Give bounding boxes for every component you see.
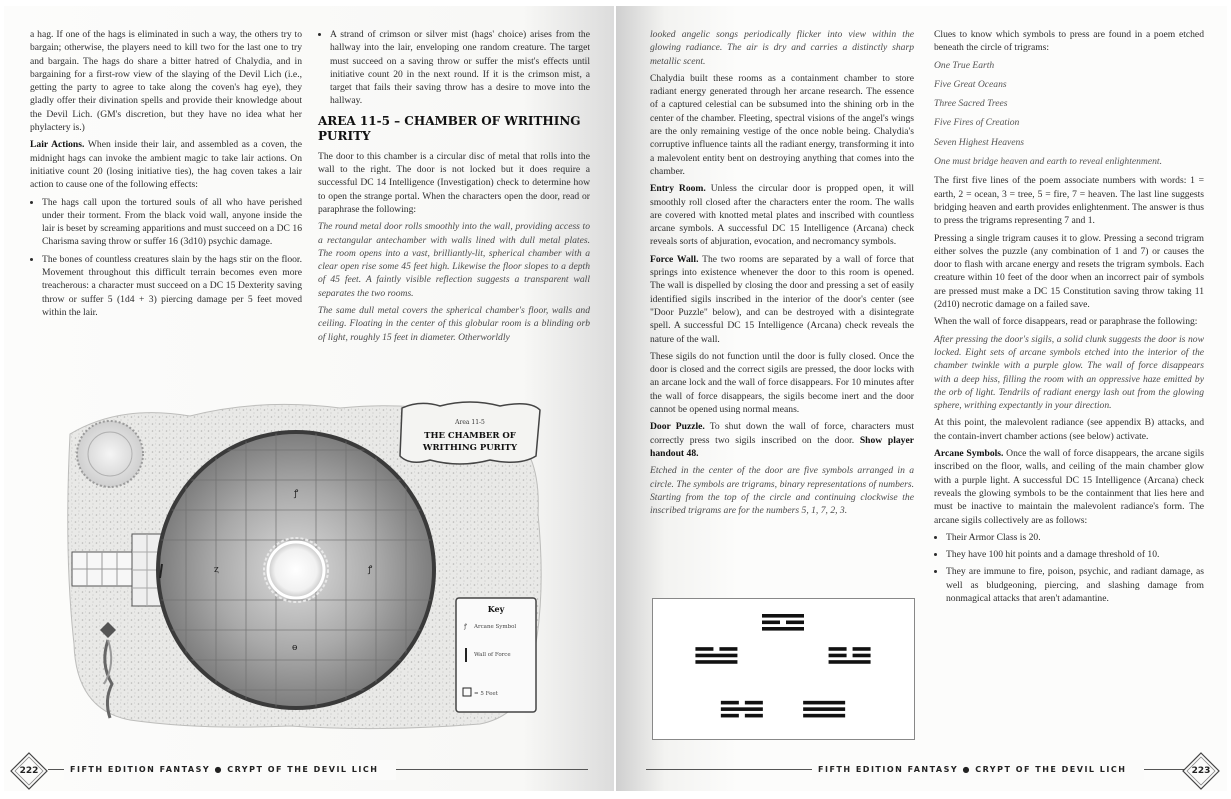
read-aloud-text: looked angelic songs periodically flicker into view within the glowing radiance. The air is dry and carries a distinctly sharp metallic scent. bbox=[650, 29, 914, 67]
trigram-solid-line bbox=[803, 707, 845, 711]
light-orb bbox=[268, 542, 324, 598]
paragraph: Force Wall. The two rooms are separated by a wall of force that springs into existence whenever the door to this room is opened. The wall is dispelled by closing the door and pressing a set of easily identified sigils inscribed in the interior of the door's center (see "Door Puzzle" below), and can be destroyed with a disintegrate spell. A successful DC 15 Intelligence (Arcana) check reveals the nature of the wall. bbox=[650, 253, 914, 345]
door-puzzle-label: Door Puzzle. bbox=[650, 421, 705, 433]
trigram-solid-line bbox=[803, 701, 845, 705]
list-item: • The bones of countless creatures slain by the hags stir on the floor. Movement throughout this difficult terrain becomes even more treacherous: a character must succeed on a DC 15 Dexterity saving throw or suffer 5 (1d4 + 3) piercing damage per 5 feet moved within the lair. bbox=[42, 253, 302, 319]
entry-room-label: Entry Room. bbox=[650, 183, 706, 195]
trigram-symbol bbox=[762, 614, 804, 631]
trigram-handout bbox=[652, 598, 915, 740]
lair-actions-list-cont bbox=[318, 28, 590, 108]
handout-callout: Show player handout 48. bbox=[650, 434, 914, 459]
trigram-broken-line bbox=[786, 621, 804, 625]
trigram-broken-line bbox=[762, 621, 780, 625]
trigram-symbol bbox=[721, 701, 763, 718]
read-aloud-text: The same dull metal covers the spherical chamber's floor, walls and ceiling. Floating in the center of this globular room is a blinding orb of light, roughly 15 feet in diameter. Otherworldly bbox=[318, 305, 590, 343]
trigram-solid-line bbox=[762, 614, 804, 618]
svg-text:Wall of Force: Wall of Force bbox=[474, 652, 511, 658]
trigram-solid-line bbox=[721, 707, 763, 711]
poem-line: Seven Highest Heavens bbox=[934, 136, 1025, 148]
page-number: 222 bbox=[19, 766, 39, 776]
paragraph: Pressing a single trigram causes it to glow. Pressing a second trigram either solves the puzzle (any combination of 1 and 7) or causes the door to flash with arcane energy and resets the trigram symbols. Each creature within 10 feet of the door when an incorrect pair of symbols are pressed must make a DC 15 Constitution saving throw taking 11 (2d10) necrotic damage on a failed save. bbox=[934, 232, 1204, 311]
left-column-1 bbox=[30, 28, 302, 323]
footer-title: FIFTH EDITION FANTASY ● CRYPT OF THE DEVIL LICH bbox=[64, 760, 396, 780]
list-item: • They are immune to fire, poison, psychic, and radiant damage, as well as bludgeoning, piercing, and slashing damage from nonmagical attacks that aren't adamantine. bbox=[946, 565, 1204, 605]
paragraph: Arcane Symbols. Once the wall of force disappears, the arcane sigils inscribed on the floor, walls, and ceiling of the main chamber glow with a purple light. A successful DC 15 Intelligence (Arcana) check reveals the glowing symbols to be the containment that lies here and must be inactive to maintain the malevolent radiance's form. The arcane sigils collectively are as follows: bbox=[934, 448, 1204, 526]
left-page bbox=[4, 6, 614, 791]
map-title-banner bbox=[400, 402, 540, 464]
section-heading: AREA 11-5 – CHAMBER OF WRITHING PURITY bbox=[318, 113, 581, 143]
trigram-solid-line bbox=[695, 660, 737, 664]
trigram-broken-line bbox=[853, 647, 871, 651]
trigram-symbol bbox=[803, 701, 845, 718]
map-key bbox=[456, 598, 536, 712]
svg-text:THE CHAMBER OF: THE CHAMBER OF bbox=[424, 431, 516, 441]
trigram-solid-line bbox=[829, 660, 871, 664]
paragraph: These sigils do not function until the door is fully closed. Once the door is closed and the correct sigils are pressed, the door locks with an arcane lock and the wall of force disappears. For 10 minutes after the wall of force disappears, the sigils become inert and the door cannot be opened using normal means. bbox=[650, 350, 914, 416]
paragraph: When the wall of force disappears, read or paraphrase the following: bbox=[934, 316, 1198, 328]
lair-actions-list bbox=[30, 196, 302, 320]
right-column-1 bbox=[650, 28, 914, 521]
sun-emblem bbox=[77, 421, 143, 487]
svg-text:Key: Key bbox=[487, 604, 505, 614]
trigram-broken-line bbox=[745, 701, 763, 705]
paragraph: Lair Actions. When inside their lair, and assembled as a coven, the midnight hags can invoke the ambient magic to take lair actions. On initiative count 20 (losing initiative ties), the hag coven takes a lair action to cause one of the following effects: bbox=[30, 139, 302, 191]
read-aloud-text: After pressing the door's sigils, a solid clunk suggests the door is now locked. Eight sets of arcane symbols etched into the interior of the chamber twinkle with a purple glow. The wall of force disappears with a deep hiss, filling the room with an oppressive haze emitted by the orb of light. Tendrils of radiant energy lash out from the glowing sphere, writhing expectantly in your direction. bbox=[934, 333, 1204, 412]
arcane-symbol-mark: ꝭ bbox=[294, 489, 299, 499]
arcane-symbols-list bbox=[934, 531, 1204, 605]
left-column-2 bbox=[318, 28, 590, 348]
arcane-symbol-mark: ꝭ bbox=[368, 565, 373, 575]
arcane-symbol-mark: ɵ bbox=[292, 643, 298, 653]
page-number-badge bbox=[1182, 752, 1220, 790]
paragraph: Entry Room. Unless the circular door is propped open, it will smoothly roll closed after the characters enter the room. The walls are covered with knotted metal plates and inscribed with countless arcane symbols. A successful DC 15 Intelligence (Arcana) check reveals sorts of abjuration, evocation, and necromancy symbols. bbox=[650, 183, 914, 248]
right-page bbox=[616, 6, 1227, 791]
poem-line: One True Earth bbox=[934, 59, 995, 71]
list-item: • A strand of crimson or silver mist (hags' choice) arises from the hallway into the lair, enveloping one random creature. The target must succeed on a saving throw or suffer the mist's effects until initiative count 20 in the next round. If it is the crimson mist, a target that fails their saving throw has a desire to move into the hallway. bbox=[330, 28, 590, 108]
paragraph: The door to this chamber is a circular disc of metal that rolls into the wall to the right. The door is not locked but it does require a successful DC 14 Intelligence (Investigation) check to determine how to open the strange portal. When the characters open the door, read or paraphrase the following: bbox=[318, 150, 590, 215]
trigram-solid-line bbox=[803, 714, 845, 718]
svg-text:= 5 Feet: = 5 Feet bbox=[474, 691, 498, 697]
arcane-symbols-label: Arcane Symbols. bbox=[934, 448, 1004, 460]
list-item: • The hags call upon the tortured souls of all who have perished under their torment. From the black void wall, anyone inside the lair is beset by screaming apparitions and must succeed on a DC 16 Charisma saving throw or suffer 16 (3d10) psychic damage. bbox=[42, 196, 302, 249]
paragraph: Clues to know which symbols to press are found in a poem etched beneath the circle of trigrams: bbox=[934, 29, 1204, 54]
read-aloud-text: The round metal door rolls smoothly into the wall, providing access to a rectangular antechamber with walls lined with dull metal plates. The room opens into a vast, brilliantly-lit, spherical chamber with a clear open rise some 45 feet high. Likewise the floor slopes to a depth of 45 feet. A faintly visible reflection suggests a transparent wall separates the two rooms. bbox=[318, 221, 590, 299]
poem-line: Five Great Oceans bbox=[934, 78, 1007, 90]
trigram-broken-line bbox=[721, 701, 739, 705]
svg-text:ꝭ: ꝭ bbox=[464, 623, 467, 630]
svg-text:Arcane Symbol: Arcane Symbol bbox=[474, 624, 517, 630]
right-column-2 bbox=[934, 28, 1204, 609]
trigram-broken-line bbox=[829, 654, 847, 658]
trigram-broken-line bbox=[829, 647, 847, 651]
trigram-diagram bbox=[653, 599, 914, 739]
paragraph: Door Puzzle. To shut down the wall of force, characters must correctly press two sigils inscribed on the door. Show player handout 48. bbox=[650, 421, 914, 459]
page-number: 223 bbox=[1191, 766, 1211, 776]
trigram-solid-line bbox=[695, 654, 737, 658]
lair-actions-label: Lair Actions. bbox=[30, 139, 85, 151]
footer-title: FIFTH EDITION FANTASY ● CRYPT OF THE DEVIL LICH bbox=[812, 760, 1144, 780]
poem-line: Five Fires of Creation bbox=[934, 117, 1020, 129]
trigram-solid-line bbox=[762, 627, 804, 631]
trigram-broken-line bbox=[721, 714, 739, 718]
trigram-symbol bbox=[829, 647, 871, 664]
list-item: • Their Armor Class is 20. bbox=[946, 531, 1204, 544]
paragraph: a hag. If one of the hags is eliminated in such a way, the others try to bargain; otherwise, the players need to kill two for the last one to try and bargain. The hags do share a bitter hatred of Chalydia, and in bargaining for a first-row view of the slaying of the Devil Lich (i.e., getting the party to agree to take along the coven's hag eye), they gladly offer their divination spells and provide their knowledge about the Devil Lich. (GM's discretion, but they have no idea what her phylactery is.) bbox=[30, 29, 302, 134]
force-wall-label: Force Wall. bbox=[650, 253, 699, 265]
trigram-broken-line bbox=[695, 647, 713, 651]
arcane-symbol-mark: ⱬ bbox=[214, 565, 219, 575]
paragraph: The first five lines of the poem associate numbers with words: 1 = earth, 2 = ocean, 3 = tree, 5 = fire, 7 = heaven. The last line suggests bridging heaven and earth provides enlightenment. The answer is thus to press the trigrams representing 7 and 1. bbox=[934, 175, 1204, 227]
read-aloud-text: Etched in the center of the door are five symbols arranged in a circle. The symbols are trigrams, binary representations of numbers. Starting from the top of the circle and continuing clockwise the inscribed trigrams are for the numbers 5, 1, 7, 2, 3. bbox=[650, 465, 914, 517]
page-number-badge bbox=[10, 752, 48, 790]
trigram-broken-line bbox=[745, 714, 763, 718]
paragraph: At this point, the malevolent radiance (see appendix B) attacks, and the contain-invert chamber actions (see below) activate. bbox=[934, 417, 1204, 442]
chamber-map bbox=[60, 394, 546, 730]
poem-line: One must bridge heaven and earth to reveal enlightenment. bbox=[934, 156, 1162, 168]
map-illustration bbox=[60, 394, 546, 730]
poem-line: Three Sacred Trees bbox=[934, 98, 1008, 110]
svg-text:Area 11-5: Area 11-5 bbox=[455, 419, 485, 426]
trigram-symbol bbox=[695, 647, 737, 664]
svg-text:WRITHING PURITY: WRITHING PURITY bbox=[422, 443, 518, 453]
list-item: • They have 100 hit points and a damage threshold of 10. bbox=[946, 548, 1204, 561]
trigram-broken-line bbox=[853, 654, 871, 658]
paragraph: Chalydia built these rooms as a containment chamber to store radiant energy generated through her arcane research. The essence of a captured celestial can be subsumed into the shining orb in the center of the chamber. Fleeting, spectral visions of the angel's wings are the only remaining vestige of the once noble being. Chalydia's corruptive influence taints all the radiant energy, transforming it into a malevolent entity bent on destroying anything that comes into the chamber. bbox=[650, 72, 914, 177]
trigram-broken-line bbox=[719, 647, 737, 651]
